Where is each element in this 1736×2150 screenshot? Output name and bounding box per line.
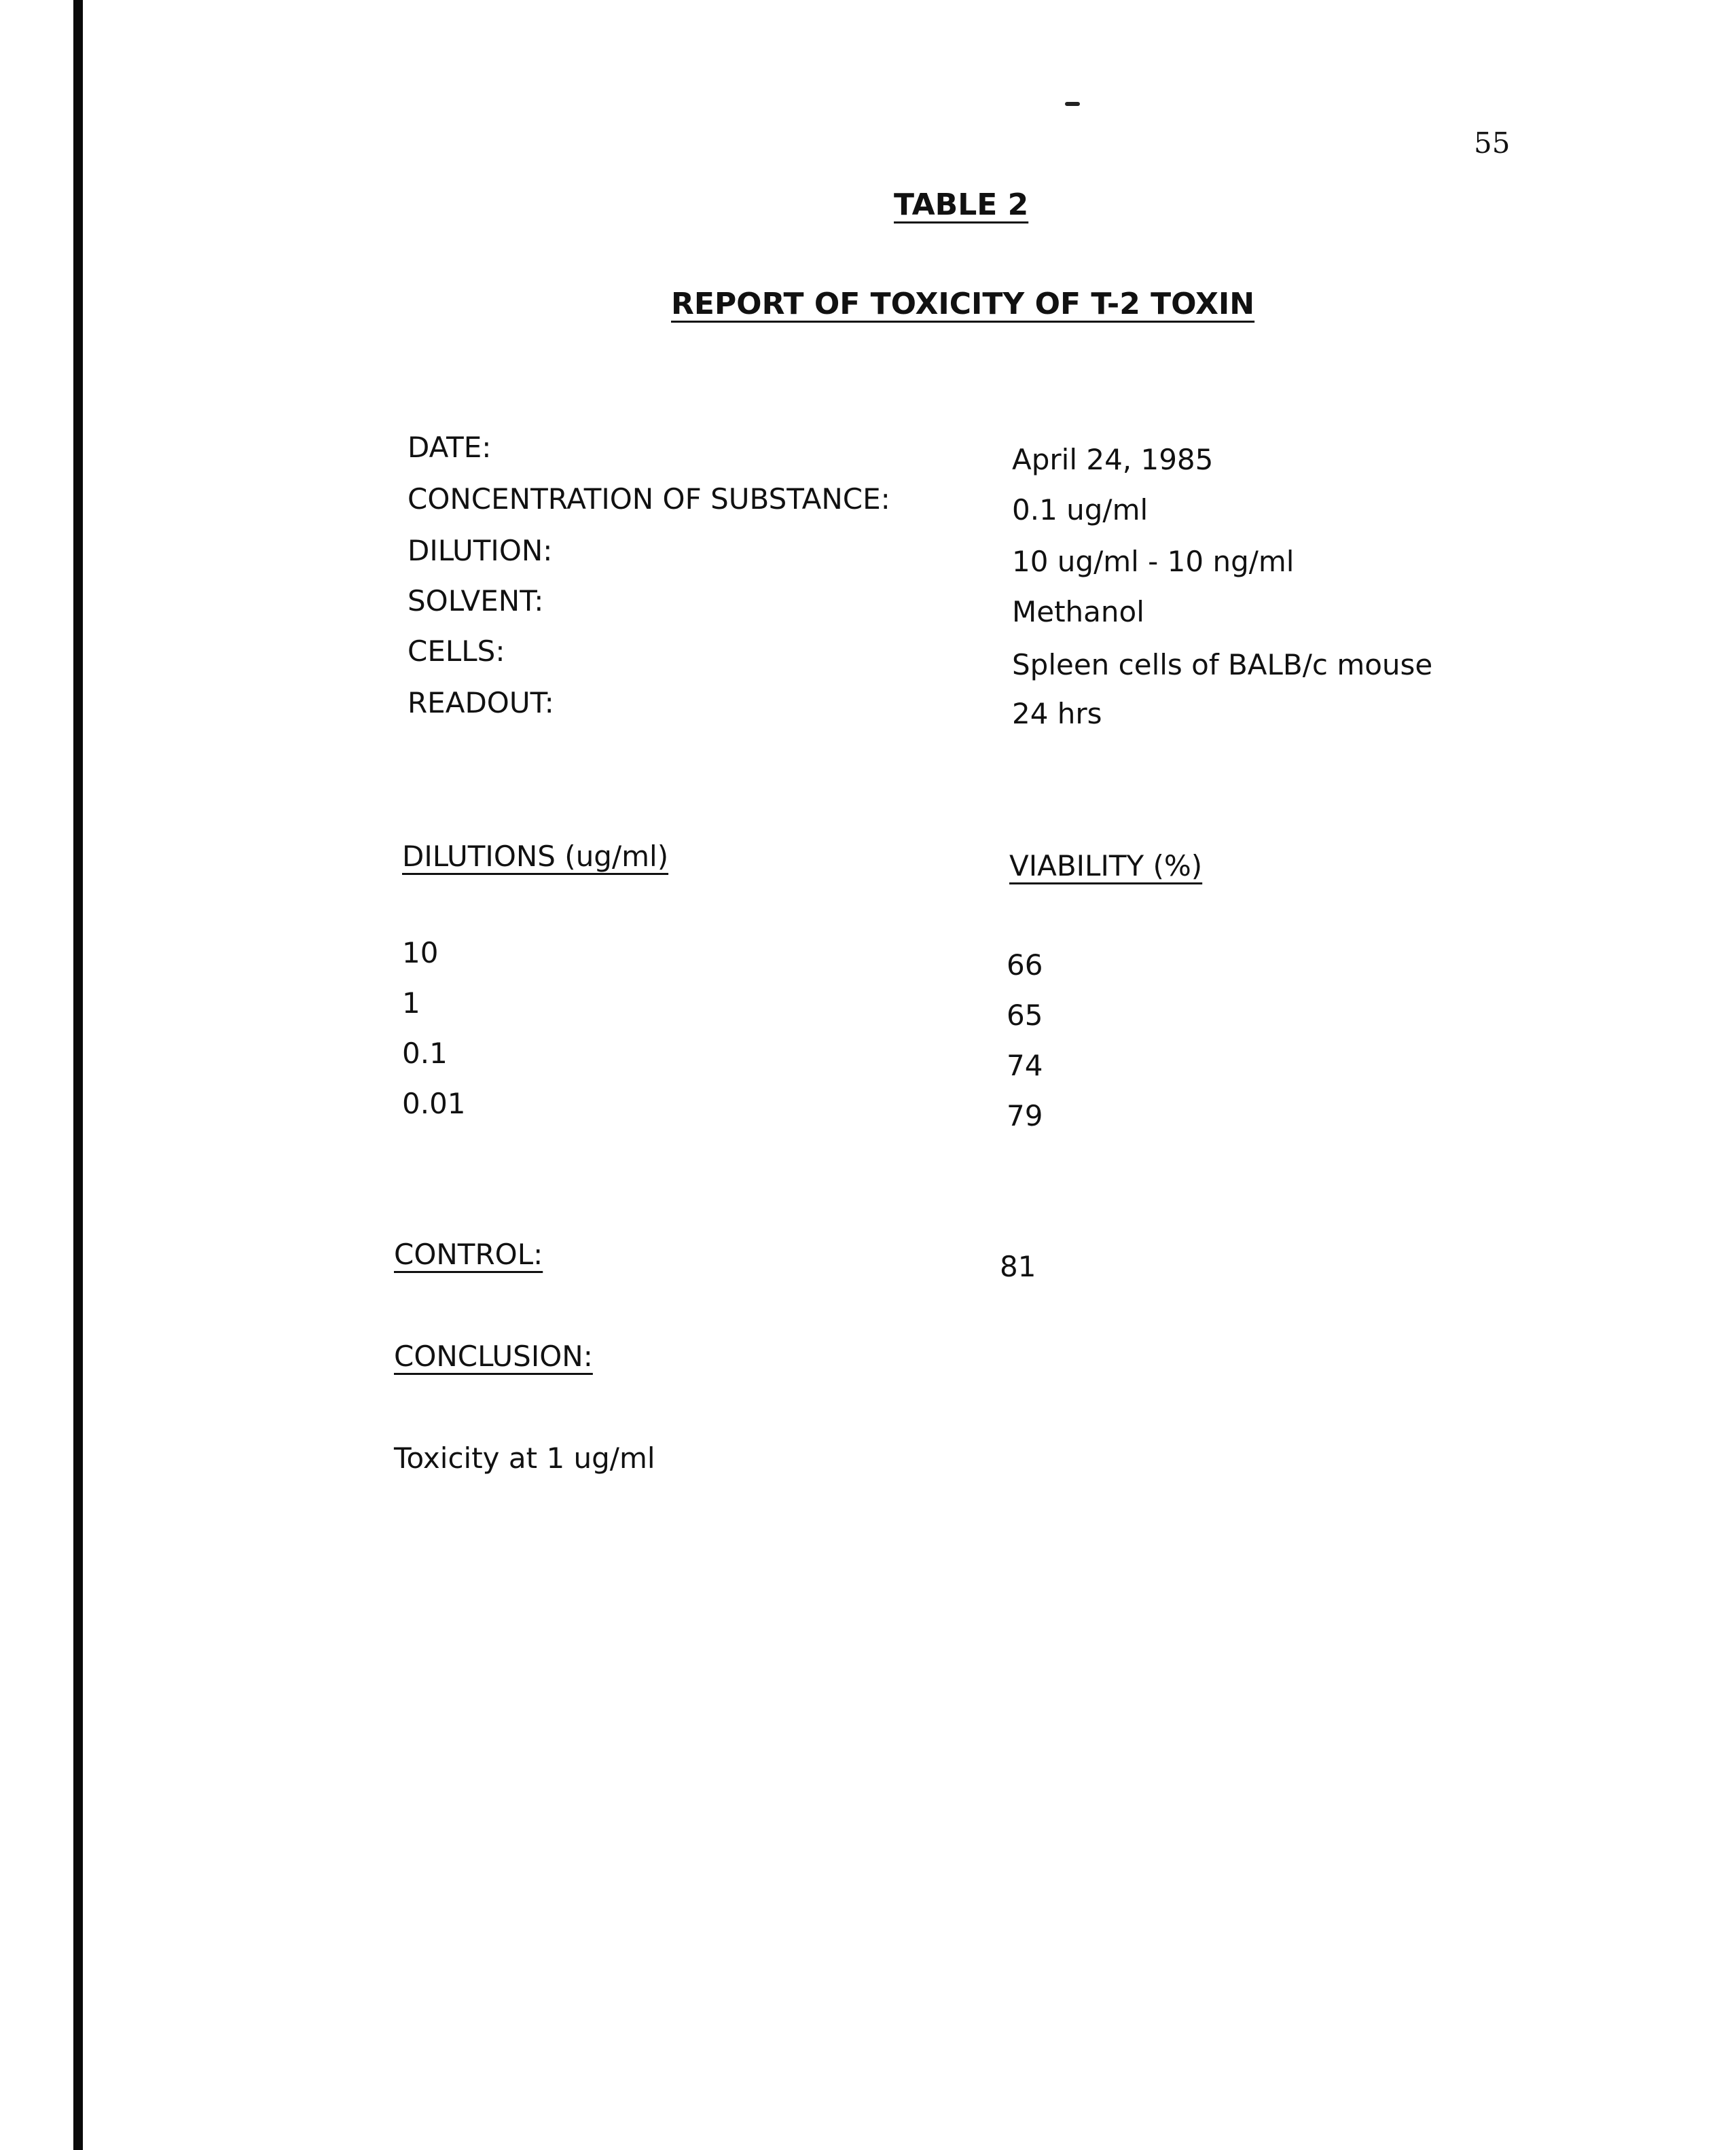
table-label: TABLE 2 bbox=[894, 187, 1029, 222]
scan-binding-edge bbox=[73, 0, 83, 2150]
info-label-date: DATE: bbox=[408, 431, 492, 464]
control-label: CONTROL: bbox=[394, 1238, 543, 1271]
info-value-readout: 24 hrs bbox=[1012, 697, 1102, 730]
table-row-viability: 79 bbox=[1007, 1099, 1043, 1132]
table-row-viability: 66 bbox=[1007, 948, 1043, 982]
column-header-viability: VIABILITY (%) bbox=[1009, 849, 1203, 882]
info-value-cells: Spleen cells of BALB/c mouse bbox=[1012, 648, 1433, 681]
info-label-solvent: SOLVENT: bbox=[408, 584, 544, 617]
table-row-viability: 65 bbox=[1007, 999, 1043, 1032]
info-value-date: April 24, 1985 bbox=[1012, 443, 1214, 476]
conclusion-label: CONCLUSION: bbox=[394, 1340, 593, 1373]
report-title: REPORT OF TOXICITY OF T-2 TOXIN bbox=[671, 287, 1255, 321]
info-label-concentration: CONCENTRATION OF SUBSTANCE: bbox=[408, 482, 890, 516]
table-row-dilution: 10 bbox=[402, 936, 439, 969]
control-value: 81 bbox=[1000, 1250, 1036, 1283]
table-row-viability: 74 bbox=[1007, 1049, 1043, 1082]
scan-speck bbox=[1065, 102, 1080, 106]
info-label-readout: READOUT: bbox=[408, 686, 554, 719]
table-row-dilution: 1 bbox=[402, 986, 420, 1020]
table-row-dilution: 0.01 bbox=[402, 1087, 466, 1120]
info-value-dilution: 10 ug/ml - 10 ng/ml bbox=[1012, 545, 1295, 578]
info-label-cells: CELLS: bbox=[408, 634, 505, 668]
table-row-dilution: 0.1 bbox=[402, 1037, 448, 1070]
info-value-solvent: Methanol bbox=[1012, 595, 1144, 628]
column-header-dilutions: DILUTIONS (ug/ml) bbox=[402, 840, 669, 873]
page-number: 55 bbox=[1474, 126, 1511, 160]
conclusion-text: Toxicity at 1 ug/ml bbox=[394, 1441, 655, 1475]
info-label-dilution: DILUTION: bbox=[408, 534, 553, 567]
info-value-concentration: 0.1 ug/ml bbox=[1012, 493, 1149, 526]
